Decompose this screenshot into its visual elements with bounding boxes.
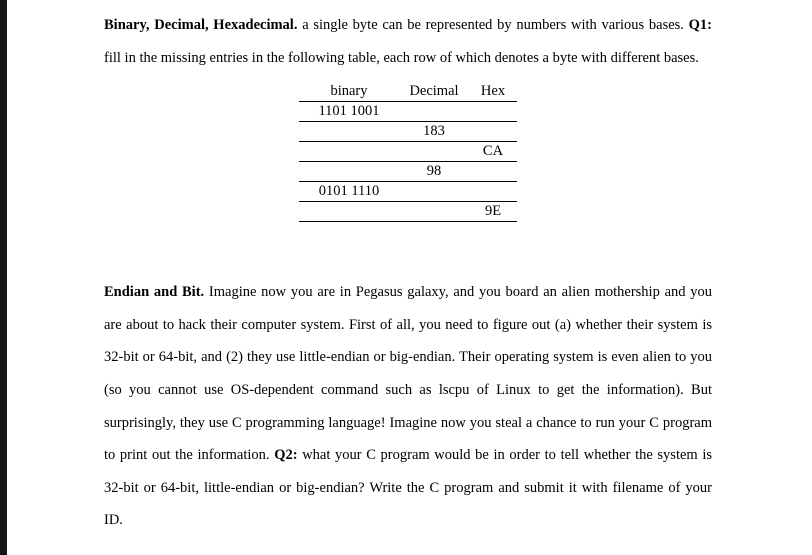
cell-decimal	[399, 102, 469, 122]
cell-binary	[299, 162, 399, 182]
cell-binary: 0101 1110	[299, 182, 399, 202]
cell-decimal	[399, 202, 469, 222]
cell-hex: CA	[469, 142, 517, 162]
q1-label: Q1:	[688, 17, 712, 33]
q2-label: Q2:	[274, 447, 298, 464]
cell-binary	[299, 142, 399, 162]
column-header-decimal: Decimal	[399, 82, 469, 102]
q2-heading: Endian and Bit.	[104, 284, 205, 301]
q2-paragraph	[104, 276, 712, 537]
cell-hex	[469, 162, 517, 182]
cell-binary	[299, 202, 399, 222]
byte-table-header-row	[299, 82, 517, 102]
column-header-binary: binary	[299, 82, 399, 102]
byte-table	[299, 82, 517, 222]
table-row	[299, 122, 517, 142]
cell-decimal	[399, 182, 469, 202]
table-row	[299, 182, 517, 202]
cell-hex: 9E	[469, 202, 517, 222]
table-row	[299, 162, 517, 182]
q2-text-before: Imagine now you are in Pegasus galaxy, and you board an alien mothership and you are about to hack their computer system. First of all, you need to figure out (a) whether their system is 32-bit or 64-bit, and (2) they use little-endian or big-endian. Their operating system is even alien to you (so you cannot use OS-dependent command such as lscpu of Linux to get the information). But surprisingly, they use C programming language! Imagine now you steal a chance to run your C program to print out the information.	[104, 284, 712, 464]
document-page	[7, 0, 812, 555]
cell-binary: 1101 1001	[299, 102, 399, 122]
left-edge-bar	[0, 0, 7, 555]
q1-text-before: a single byte can be represented by numbers with various bases.	[302, 17, 684, 33]
q2-text-after: what your C program would be in order to tell whether the system is 32-bit or 64-bit, little-endian or big-endian? Write the C program and submit it with filename of your ID.	[104, 447, 713, 529]
cell-binary	[299, 122, 399, 142]
cell-decimal: 183	[399, 122, 469, 142]
table-row	[299, 142, 517, 162]
cell-hex	[469, 122, 517, 142]
q1-paragraph	[104, 9, 712, 74]
q1-text-after: fill in the missing entries in the following table, each row of which denotes a byte with different bases.	[104, 49, 699, 66]
cell-hex	[469, 102, 517, 122]
table-row	[299, 202, 517, 222]
column-header-hex: Hex	[469, 82, 517, 102]
cell-hex	[469, 182, 517, 202]
table-row	[299, 102, 517, 122]
cell-decimal	[399, 142, 469, 162]
q1-heading: Binary, Decimal, Hexadecimal.	[104, 17, 298, 33]
cell-decimal: 98	[399, 162, 469, 182]
